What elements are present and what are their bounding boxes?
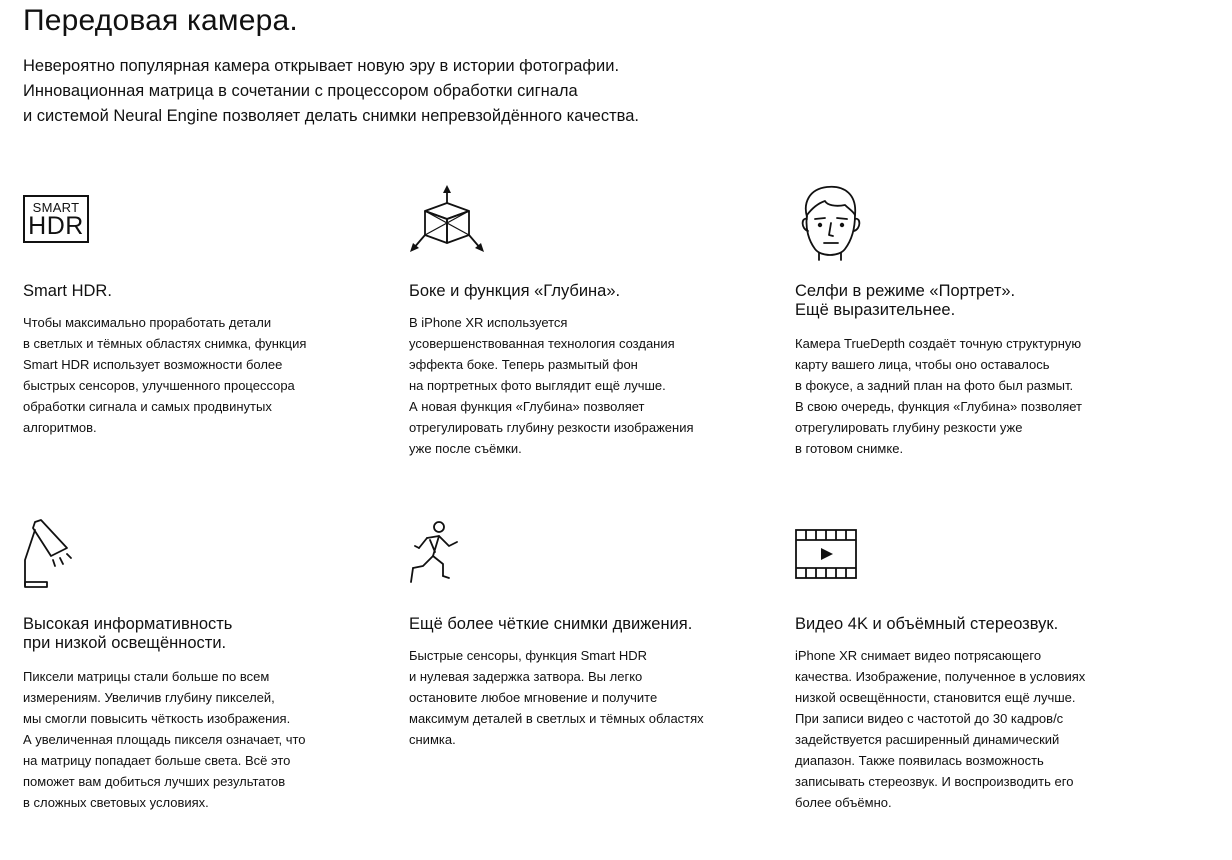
feature-desc-line: низкой освещённости, становится ещё лучше. (795, 690, 1076, 705)
intro-line: Невероятно популярная камера открывает новую эру в истории фотографии. (23, 57, 620, 75)
feature-title (409, 615, 692, 634)
feature-desc-line: В iPhone XR используется (409, 315, 568, 330)
feature-title-line: Ещё выразительнее. (795, 301, 956, 319)
feature-desc-line: максимум деталей в светлых и тёмных областях (409, 711, 704, 726)
feature-desc-line: Чтобы максимально проработать детали (23, 315, 272, 330)
feature-desc-line: на матрицу попадает больше света. Всё это (23, 753, 291, 768)
badge-bottom-text: HDR (28, 212, 84, 240)
feature-desc-line: отрегулировать глубину резкости изображения (409, 420, 694, 435)
feature-title-line: Видео 4K и объёмный стереозвук. (795, 615, 1059, 633)
feature-desc-line: эффекта боке. Теперь размытый фон (409, 357, 638, 372)
feature-description (795, 645, 1085, 813)
feature-description (23, 312, 306, 438)
intro-paragraph (23, 54, 803, 129)
feature-desc-line: обработки сигнала и самых продвинутых (23, 399, 272, 414)
face-portrait-icon (795, 185, 865, 261)
feature-desc-line: остановите любое мгновение и получите (409, 690, 658, 705)
feature-desc-line: записывать стереозвук. И воспроизводить его (795, 774, 1074, 789)
feature-desc-line: быстрых сенсоров, улучшенного процессора (23, 378, 295, 393)
feature-desc-line: более объёмно. (795, 795, 892, 810)
feature-title (23, 282, 112, 301)
running-person-icon (409, 518, 469, 590)
feature-desc-line: в фокусе, а задний план на фото был размыт. (795, 378, 1074, 393)
feature-desc-line: измерениям. Увеличив глубину пикселей, (23, 690, 275, 705)
feature-title-line: Селфи в режиме «Портрет». (795, 282, 1016, 300)
feature-title (23, 615, 232, 653)
feature-desc-line: в светлых и тёмных областях снимка, функция (23, 336, 307, 351)
feature-desc-line: на портретных фото выглядит ещё лучше. (409, 378, 666, 393)
feature-title-line: Высокая информативность (23, 615, 233, 633)
play-icon (821, 548, 833, 560)
feature-description (23, 666, 306, 813)
feature-desc-line: Smart HDR использует возможности более (23, 357, 283, 372)
feature-title-line: Ещё более чёткие снимки движения. (409, 615, 693, 633)
feature-desc-line: iPhone XR снимает видео потрясающего (795, 648, 1042, 663)
feature-desc-line: алгоритмов. (23, 420, 97, 435)
feature-desc-line: снимка. (409, 732, 456, 747)
feature-description (409, 312, 694, 459)
feature-desc-line: задействуется расширенный динамический (795, 732, 1060, 747)
feature-desc-line: карту вашего лица, чтобы оно оставалось (795, 357, 1050, 372)
page-title: Передовая камера. (23, 4, 298, 37)
intro-line: и системой Neural Engine позволяет делать снимки непревзойдённого качества. (23, 107, 640, 125)
feature-title (795, 615, 1058, 634)
badge-top-text: SMART (32, 200, 80, 215)
feature-title-line: при низкой освещённости. (23, 634, 227, 652)
feature-desc-line: В свою очередь, функция «Глубина» позволяет (795, 399, 1083, 414)
feature-description (409, 645, 704, 750)
feature-desc-line: уже после съёмки. (409, 441, 522, 456)
feature-desc-line: в сложных световых условиях. (23, 795, 209, 810)
feature-desc-line: Пиксели матрицы стали больше по всем (23, 669, 270, 684)
feature-desc-line: При записи видео с частотой до 30 кадров/с (795, 711, 1064, 726)
smart-hdr-icon (23, 195, 89, 243)
video-film-icon (795, 518, 859, 582)
desk-lamp-icon (23, 518, 83, 592)
feature-desc-line: поможет вам добиться лучших результатов (23, 774, 286, 789)
depth-cube-icon (409, 185, 489, 257)
feature-title-line: Боке и функция «Глубина». (409, 282, 621, 300)
feature-desc-line: диапазон. Также появилась возможность (795, 753, 1044, 768)
feature-title-line: Smart HDR. (23, 282, 112, 300)
feature-desc-line: мы смогли повысить чёткость изображения. (23, 711, 291, 726)
feature-desc-line: качества. Изображение, полученное в условиях (795, 669, 1086, 684)
feature-title (795, 282, 1015, 320)
feature-desc-line: и нулевая задержка затвора. Вы легко (409, 669, 643, 684)
feature-desc-line: А новая функция «Глубина» позволяет (409, 399, 645, 414)
feature-desc-line: А увеличенная площадь пикселя означает, что (23, 732, 306, 747)
intro-line: Инновационная матрица в сочетании с процессором обработки сигнала (23, 82, 578, 100)
feature-desc-line: усовершенствованная технология создания (409, 336, 675, 351)
feature-desc-line: в готовом снимке. (795, 441, 904, 456)
feature-title (409, 282, 620, 301)
feature-description (795, 333, 1082, 459)
feature-desc-line: Быстрые сенсоры, функция Smart HDR (409, 648, 648, 663)
feature-desc-line: Камера TrueDepth создаёт точную структурную (795, 336, 1082, 351)
feature-desc-line: отрегулировать глубину резкости уже (795, 420, 1023, 435)
